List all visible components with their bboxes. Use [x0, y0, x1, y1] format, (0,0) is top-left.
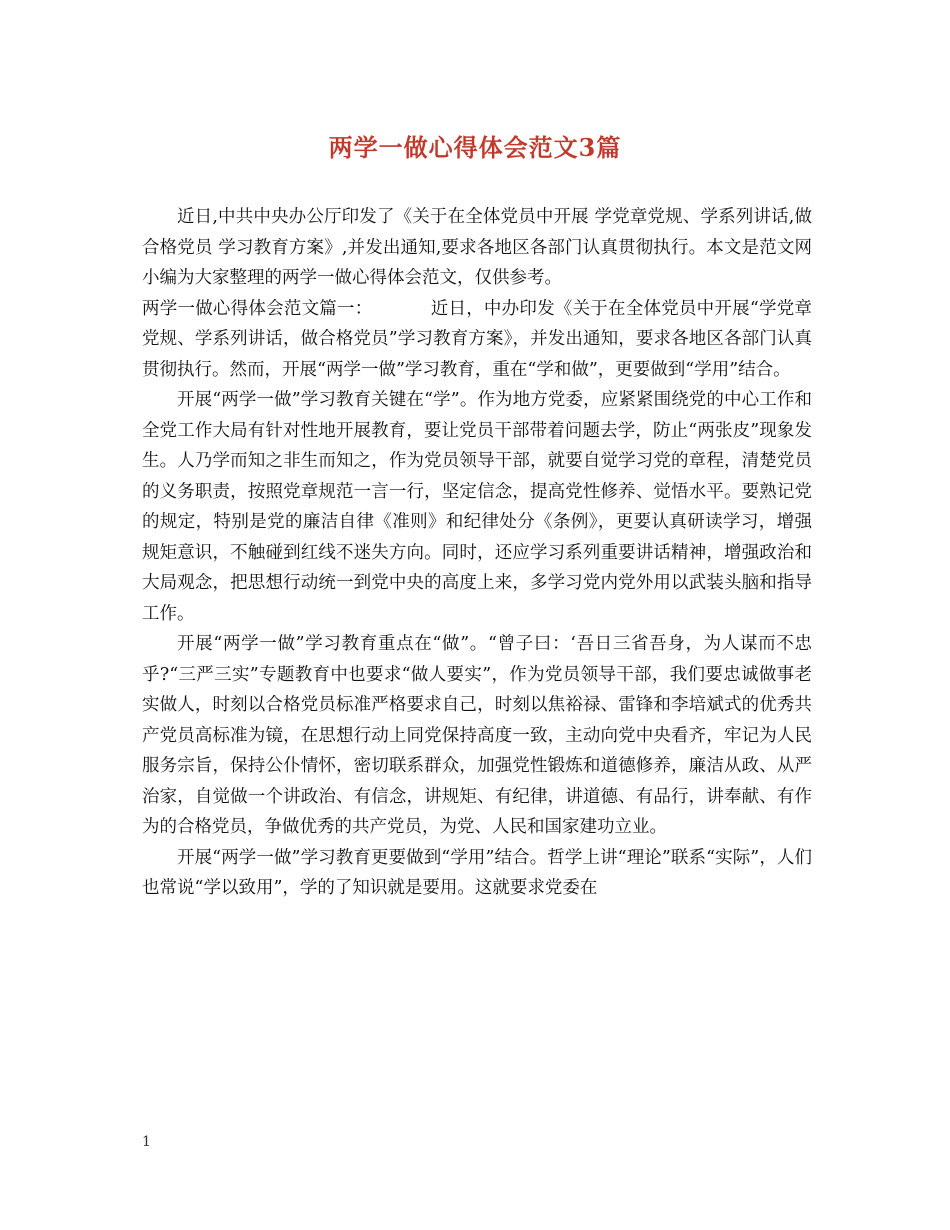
section-one-paragraph — [142, 294, 812, 386]
section-heading: 两学一做心得体会范文篇一： — [142, 298, 373, 319]
page-number: 1 — [142, 1134, 151, 1150]
body-paragraph-study: 开展“两学一做”学习教育关键在“学”。作为地方党委，应紧紧围绕党的中心工作和全党工作大局有针对性地开展教育，要让党员干部带着问题去学，防止“两张皮”现象发生。人乃学而知之非生而知之，作为党员领导干部，就要自觉学习党的章程，清楚党员的义务职责，按照党章规范一言一行，坚定信念，提高党性修养、觉悟水平。要熟记党的规定，特别是党的廉洁自律《准则》和纪律处分《条例》，更要认真研读学习，增强规矩意识，不触碰到红线不迷失方向。同时，还应学习系列重要讲话精神，增强政治和大局观念，把思想行动统一到党中央的高度上来，多学习党内党外用以武装头脑和指导工作。 — [142, 390, 812, 624]
document-title: 两学一做心得体会范文3篇 — [328, 133, 622, 162]
document-body — [142, 202, 812, 904]
intro-paragraph: 近日,中共中央办公厅印发了《关于在全体党员中开展 学党章党规、学系列讲话,做合格党员 学习教育方案》,并发出通知,要求各地区各部门认真贯彻执行。本文是范文网小编为大家整理的两学一做心得体会范文，仅供参考。 — [142, 207, 812, 288]
body-paragraph-application: 开展“两学一做”学习教育更要做到“学用”结合。哲学上讲“理论”联系“实际”，人们也常说“学以致用”，学的了知识就是要用。这就要求党委在 — [142, 847, 812, 898]
body-paragraph-practice: 开展“两学一做”学习教育重点在“做”。“曾子曰：‘吾日三省吾身，为人谋而不忠乎?“三严三实”专题教育中也要求“做人要实”，作为党员领导干部，我们要忠诚做事老实做人，时刻以合格党员标准严格要求自己，时刻以焦裕禄、雷锋和李培斌式的优秀共产党员高标准为镜，在思想行动上同党保持高度一致，主动向党中央看齐，牢记为人民服务宗旨，保持公仆情怀，密切联系群众，加强党性锻炼和道德修养，廉洁从政、从严治家，自觉做一个讲政治、有信念，讲规矩、有纪律，讲道德、有品行，讲奉献、有作为的合格党员，争做优秀的共产党员，为党、人民和国家建功立业。 — [142, 634, 812, 837]
section-first-text: 近日，中办印发《关于在全体党员中开展“学党章党规、学系列讲话，做合格党员”学习教育方案》，并发出通知，要求各地区各部门认真贯彻执行。然而，开展“两学一做”学习教育，重在“学和做”，更要做到“学用”结合。 — [142, 298, 813, 380]
